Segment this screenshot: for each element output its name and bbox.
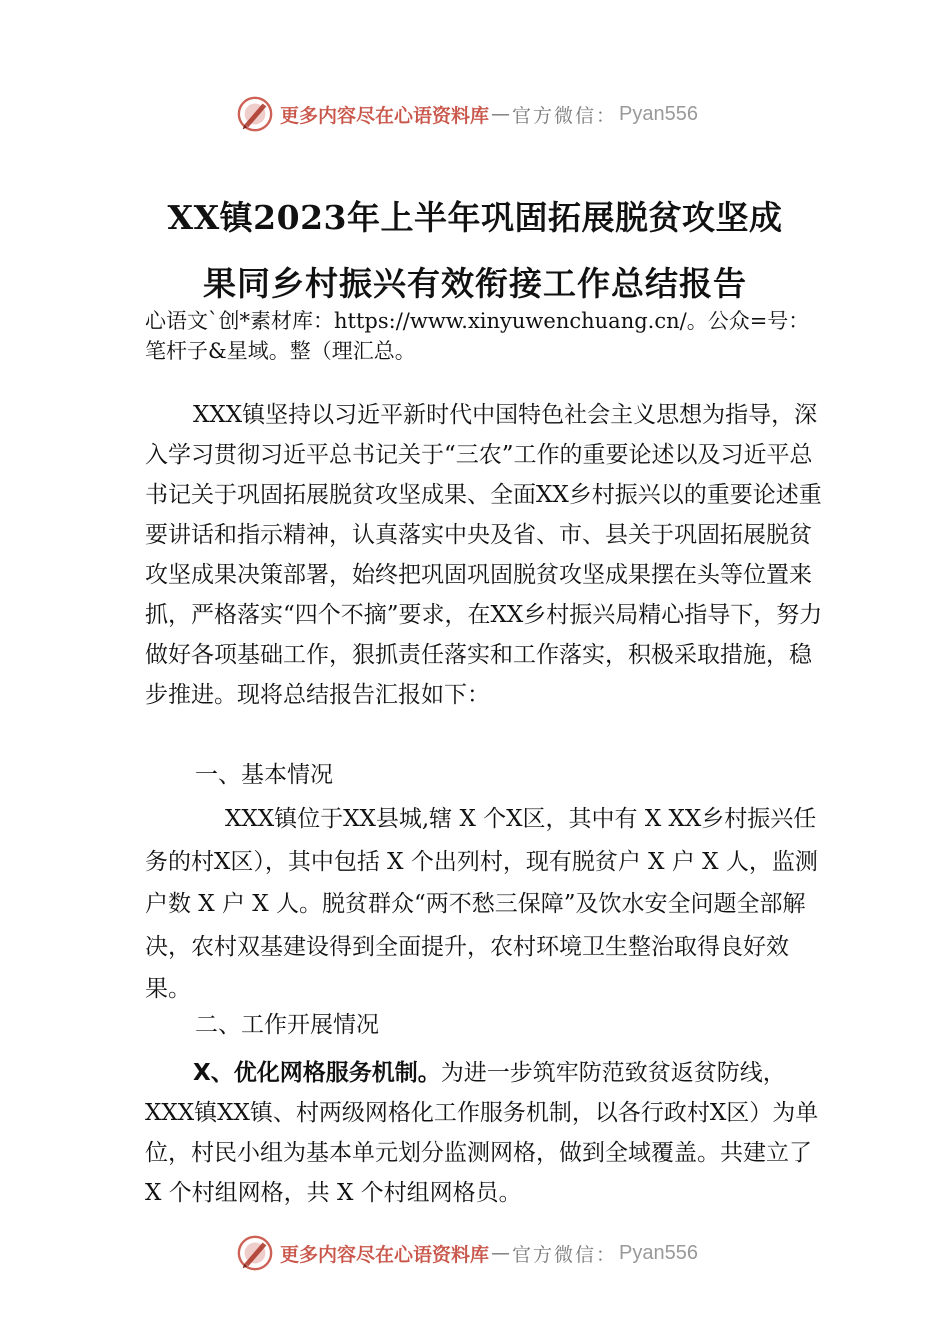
source-note: 心语文`创*素材库：https://www.xinyuwenchuang.cn/。公众=号：笔杆子&星域。整（理汇总。 <box>145 309 810 363</box>
pen-seal-logo-icon <box>236 95 274 133</box>
watermark-slogan: 更多内容尽在心语资料库 <box>280 104 490 127</box>
watermark-separator: — <box>491 103 511 125</box>
watermark-wechat-id: Pyan556 <box>619 1241 698 1264</box>
watermark-slogan: 更多内容尽在心语资料库 <box>280 1243 490 1266</box>
work-item-text: 为进一步筑牢防范致贫返贫防线，XXX镇XX镇、村两级网格化工作服务机制，以各行政村X区）为单位，村民小组为基本单元划分监测网格，做到全域覆盖。共建立了 X 个村组网格，共 X 个村组网格员。 <box>145 1060 819 1206</box>
work-item-lead: X、优化网格服务机制。 <box>193 1060 441 1086</box>
watermark-separator: — <box>491 1242 511 1264</box>
watermark-banner-bottom <box>236 1233 736 1273</box>
document-title-line-2: 果同乡村振兴有效衔接工作总结报告 <box>203 264 747 303</box>
watermark-wechat-id: Pyan556 <box>619 102 698 125</box>
watermark-wechat-label: 官方微信： <box>512 1243 618 1266</box>
watermark-wechat-label: 官方微信： <box>512 104 618 127</box>
section-heading-basic: 一、基本情况 <box>195 762 333 788</box>
document-title-line-1: XX镇2023年上半年巩固拓展脱贫攻坚成 <box>167 198 783 237</box>
watermark-banner-top <box>236 94 736 134</box>
section-heading-work: 二、工作开展情况 <box>195 1012 379 1038</box>
pen-seal-logo-icon <box>236 1234 274 1272</box>
basic-info-paragraph: XXX镇位于XX县城,辖 X 个X区，其中有 X XX乡村振兴任务的村X区），其中包括 X 个出列村，现有脱贫户 X 户 X 人，监测户数 X 户 X 人。脱贫群众“两不愁三保障”及饮水安全问题全部解决，农村双基建设得到全面提升，农村环境卫生整治取得良好效果。 <box>145 806 818 1002</box>
work-item-paragraph <box>145 1053 825 1213</box>
intro-paragraph: XXX镇坚持以习近平新时代中国特色社会主义思想为指导，深入学习贯彻习近平总书记关于“三农”工作的重要论述以及习近平总书记关于巩固拓展脱贫攻坚成果、全面XX乡村振兴以的重要论述重要讲话和指示精神，认真落实中央及省、市、县关于巩固拓展脱贫攻坚成果决策部署，始终把巩固巩固脱贫攻坚成果摆在头等位置来抓，严格落实“四个不摘”要求，在XX乡村振兴局精心指导下，努力做好各项基础工作，狠抓责任落实和工作落实，积极采取措施，稳步推进。现将总结报告汇报如下： <box>145 402 823 708</box>
